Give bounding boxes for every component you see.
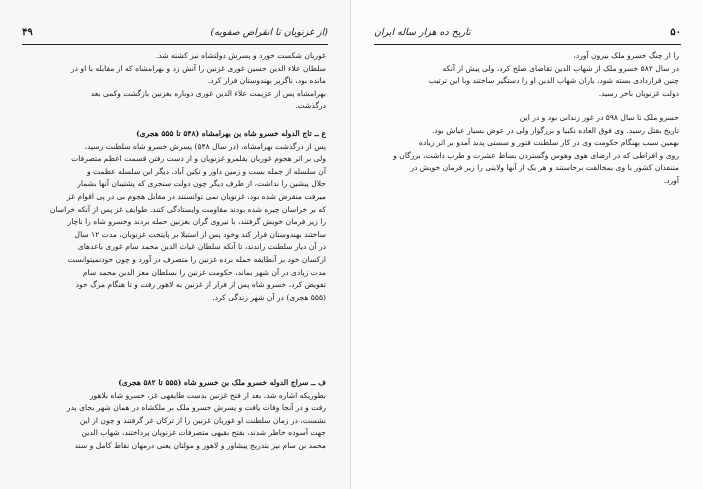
text-line: جهت آسوده خاطر شدند، بفتح بقیهی متصرفات غزنویان پرداختند، شهاب الدین bbox=[81, 428, 326, 438]
text-line: سلطان علاء الدین حسین غوری غزنین را آتش زد و بهرامشاه که از مقابله با او در bbox=[70, 63, 326, 73]
section-heading: ف ــ سراج الدوله خسرو ملک بن خسرو شاه (۵۵۵ تا ۵۸۲ هجری) bbox=[118, 378, 326, 387]
text-line: میرفت منقرض شده بود، غزنویان نمی توانستند در مقابل هجوم بی در پی اقوام غز bbox=[66, 191, 326, 201]
text-line: آن سلسله از جمله بست و زمین داور و تکین آباد، دیگر این سلسله عظمت و bbox=[86, 166, 326, 176]
text-line: متنفذان کشور با وی بمخالفت برخاستند و هر یک از آنها ولایتی را زیر فرمان خویش در bbox=[410, 163, 679, 173]
text-line: بهمین سبب بهنگام حکومت وی در کار سلطنت فتور و سستی پدید آمدو بر اثر زیاده bbox=[418, 138, 679, 148]
text-line: را زیر فرمان خویش گرفتند، با نیروی گران بغزنین حمله بردند وخسرو شاه را ناچار bbox=[67, 217, 326, 227]
left-text-block-2 bbox=[28, 128, 326, 304]
text-line: تفویض کرد، خسرو شاه پس از فرار از غزنین به لاهور رفت و تا هنگام مرگ خود bbox=[75, 280, 326, 290]
text-line: دولت غزنویان باخر رسید. bbox=[598, 88, 679, 98]
text-line: خسرو ملک تا سال ۵۹۸ در غور زندانی بود و در این bbox=[519, 113, 679, 122]
text-line: ولی بر اثر هجوم غوریان بقلمرو غزنویان و از دست رفتن قسمت اعظم متصرفات bbox=[71, 154, 326, 164]
text-line: در سال ۵۸۲ خسرو ملک از شهاب الدین تقاضای صلح کرد، ولی پیش از آنکه bbox=[442, 63, 679, 73]
text-line: (۵۵۵ هجری) در آن شهر زندگی کرد. bbox=[212, 292, 326, 302]
right-text-block-1 bbox=[380, 50, 679, 100]
text-line: بهرامشاه پس از عزیمت علاء الدین غوری دوباره بغزنین بازگشت وکمی بعد bbox=[90, 88, 326, 98]
text-line: چنین قراردادی بسته شود، یاران شهاب الدین او را دستگیر ساختند وبا این ترتیب bbox=[428, 76, 679, 86]
left-text-block-3 bbox=[28, 377, 326, 453]
text-line: که بر خراسان چیره شده بودند مقاومت وایستادگی کنند. طوایف غز پس از آنکه خراسان bbox=[49, 204, 326, 214]
text-line: جلال پیشین را نداشت، از طرف دیگر چون دولت سنجری که پشتیبان آنها بشمار bbox=[77, 179, 326, 189]
text-line: آورد. bbox=[663, 175, 679, 185]
left-page-header bbox=[22, 24, 328, 45]
left-text-block-1 bbox=[28, 50, 326, 113]
text-line: مانده بود، ناگزیر بهندوستان فرار کرد. bbox=[207, 76, 326, 86]
right-page-header bbox=[374, 24, 681, 45]
text-line: رفت و در آنجا وفات یافت و پسرش خسرو ملک بر ملکشاه در همان شهر بجای پدر bbox=[66, 403, 326, 413]
right-page bbox=[352, 0, 703, 489]
text-line: درگذشت. bbox=[295, 101, 326, 111]
text-line: ازکسان خود بر آنطایفه حمله برده غزنین را متصرف در آورد و چون خودنمیتوانست bbox=[67, 254, 326, 264]
left-page-number: ۴۹ bbox=[22, 26, 33, 38]
section-heading: ع ــ تاج الدوله خسرو شاه بن بهرامشاه (۵۴۸ تا ۵۵۵ هجری) bbox=[136, 129, 326, 138]
text-line: در آن دیار سلطنت راندند، تا آنکه سلطان غیاث الدین محمد سام غوری باعدهای bbox=[77, 242, 326, 252]
right-page-number: ۵۰ bbox=[670, 26, 681, 38]
text-line: غوریان شکست خورد و پسرش دولتشاه نیز کشته شد. bbox=[155, 51, 326, 60]
left-page bbox=[0, 0, 351, 489]
left-page-header-title: (از غزنویان تا انقراض صفویه) bbox=[210, 26, 328, 38]
right-page-header-title: تاریخ ده هزار ساله ایران bbox=[374, 26, 471, 38]
text-line: نشست، در زمان سلطنت او غوریان غزنین را از ترکان غز گرفتند و چون از این bbox=[79, 415, 326, 425]
text-line: تاریخ بقتل رسید. وی فوق العاده نکبیا و بزرگوار ولی در عوض بسیار عیاش بود. bbox=[432, 125, 679, 135]
text-line: محمد بن سام نیز بتدریج پیشاور و لاهور و مولتان یعنی درمهان نقاط کامل و سند bbox=[74, 440, 326, 450]
text-line: روی و افراطی که در ارضای هوی وهوس وگستردن بساط عشرت و طرب داشت، بزرگان و bbox=[393, 150, 679, 160]
text-line: مدت زیادی در آن شهر بماند، حکومت غزنین را بسلطان معز الدین محمد سام bbox=[82, 267, 326, 277]
right-text-block-2 bbox=[380, 112, 679, 188]
text-line: را از چنگ خسرو ملک بیرون آورد، bbox=[573, 51, 679, 60]
text-line: ساختند بهندوستان فرار کند وخود پس از استیلا بر پایتخت غزنویان، مدت ۱۲ سال bbox=[74, 229, 326, 239]
text-line: پس از درگذشت بهرامشاه، (در سال ۵۴۸) پسرش خسرو شاه سلطنت رسید، bbox=[84, 141, 326, 151]
text-line: بطوریکه اشاره شد، بعد از فتح غزنین بدست طایفهی غز، خسرو شاه بلاهور bbox=[89, 390, 326, 400]
